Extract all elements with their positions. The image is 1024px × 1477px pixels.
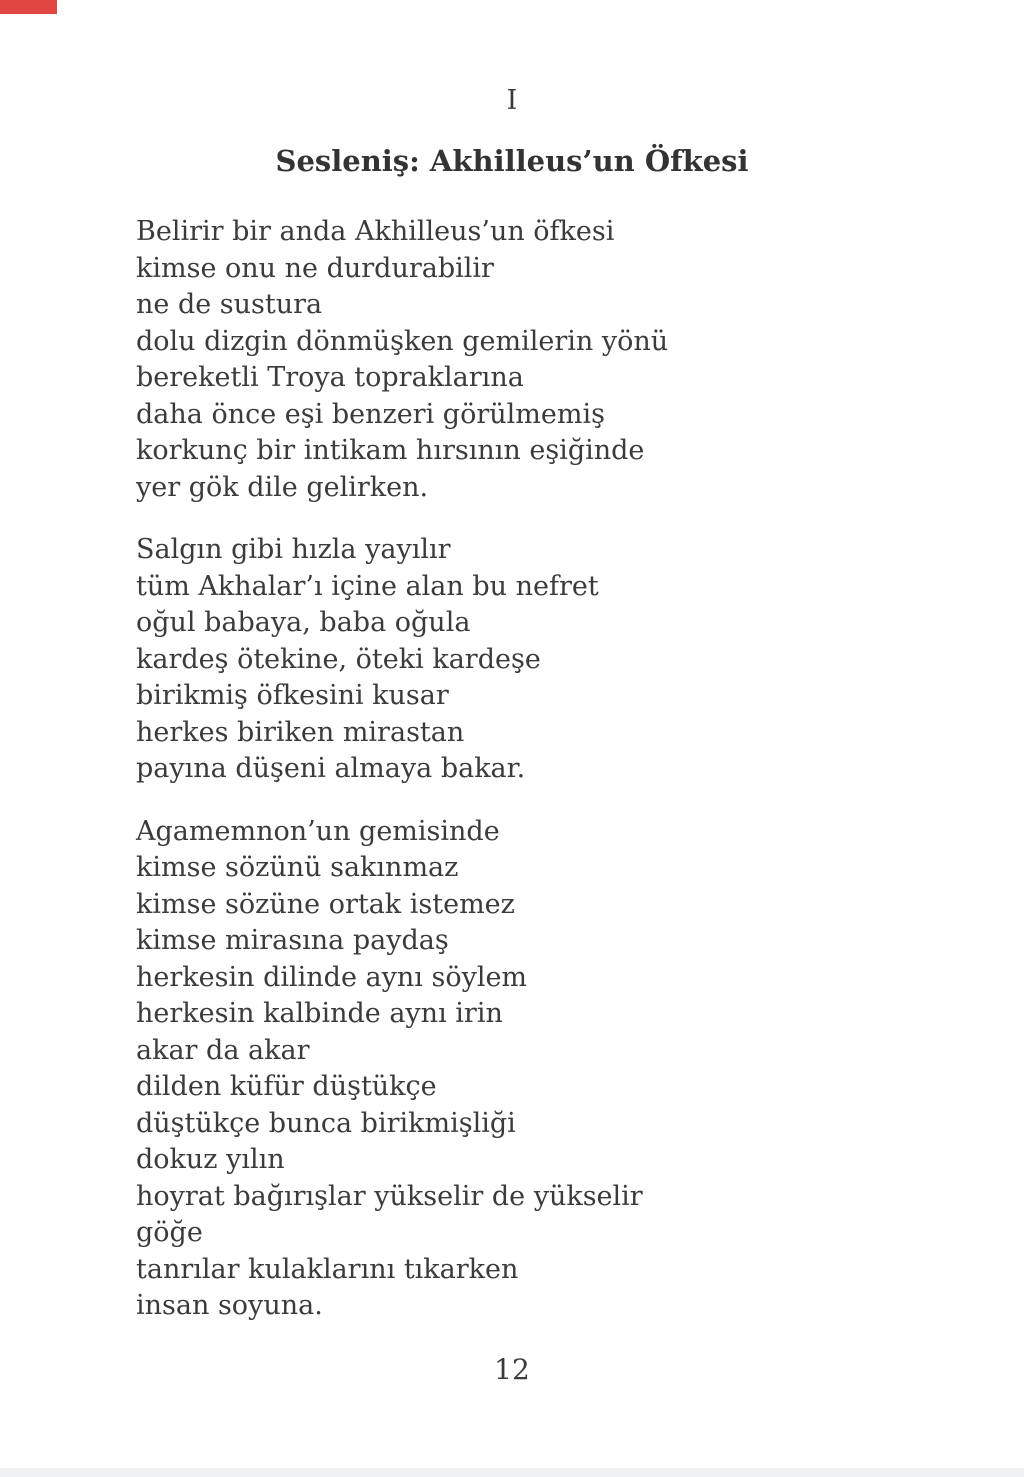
bottom-scrollbar-track <box>0 1468 1024 1477</box>
top-left-marker-bar <box>0 0 57 14</box>
poem-line: kimse mirasına paydaş <box>136 925 449 956</box>
stanza <box>136 814 896 1325</box>
poem-line: düştükçe bunca birikmişliği <box>136 1107 516 1139</box>
page-number: 12 <box>494 1353 530 1386</box>
poem-line: tüm Akhalar’ı içine alan bu nefret <box>136 570 599 602</box>
poem-line: tanrılar kulaklarını tıkarken <box>136 1253 519 1285</box>
poem-line: dilden küfür düştükçe <box>136 1071 437 1102</box>
poem-line: kardeş ötekine, öteki kardeşe <box>136 643 541 675</box>
stanza <box>136 214 896 506</box>
section-number: I <box>506 85 518 116</box>
poem-line: korkunç bir intikam hırsının eşiğinde <box>136 435 645 466</box>
poem-title: Sesleniş: Akhilleus’un Öfkesi <box>275 144 749 178</box>
stanza <box>136 532 896 788</box>
poem-line: kimse onu ne durdurabilir <box>136 252 494 284</box>
poem-line: yer gök dile gelirken. <box>136 471 429 503</box>
poem-line: hoyrat bağırışlar yükselir de yükselir <box>136 1180 643 1212</box>
poem-line: bereketli Troya topraklarına <box>136 362 524 393</box>
poem-line: dokuz yılın <box>136 1144 285 1175</box>
poem-line: birikmiş öfkesini kusar <box>136 680 449 711</box>
poem-line: herkes biriken mirastan <box>136 716 465 748</box>
poem-line: herkesin dilinde aynı söylem <box>136 961 528 993</box>
poem-line: Agamemnon’un gemisinde <box>136 815 500 847</box>
poem-line: ne de sustura <box>136 289 323 320</box>
poem-line: oğul babaya, baba oğula <box>136 607 471 638</box>
poem-line: Belirir bir anda Akhilleus’un öfkesi <box>136 216 615 247</box>
poem-line: kimse sözünü sakınmaz <box>136 852 459 883</box>
poem-body <box>136 214 896 1325</box>
poem-line: göğe <box>136 1217 203 1248</box>
poem-line: kimse sözüne ortak istemez <box>136 888 515 920</box>
poem-line: Salgın gibi hızla yayılır <box>136 534 451 565</box>
poem-line: akar da akar <box>136 1034 310 1066</box>
poem-line: herkesin kalbinde aynı irin <box>136 998 503 1029</box>
poem-line: insan soyuna. <box>136 1290 323 1321</box>
poem-line: daha önce eşi benzeri görülmemiş <box>136 398 605 430</box>
poem-line: dolu dizgin dönmüşken gemilerin yönü <box>136 325 669 357</box>
poem-line: payına düşeni almaya bakar. <box>136 753 526 784</box>
